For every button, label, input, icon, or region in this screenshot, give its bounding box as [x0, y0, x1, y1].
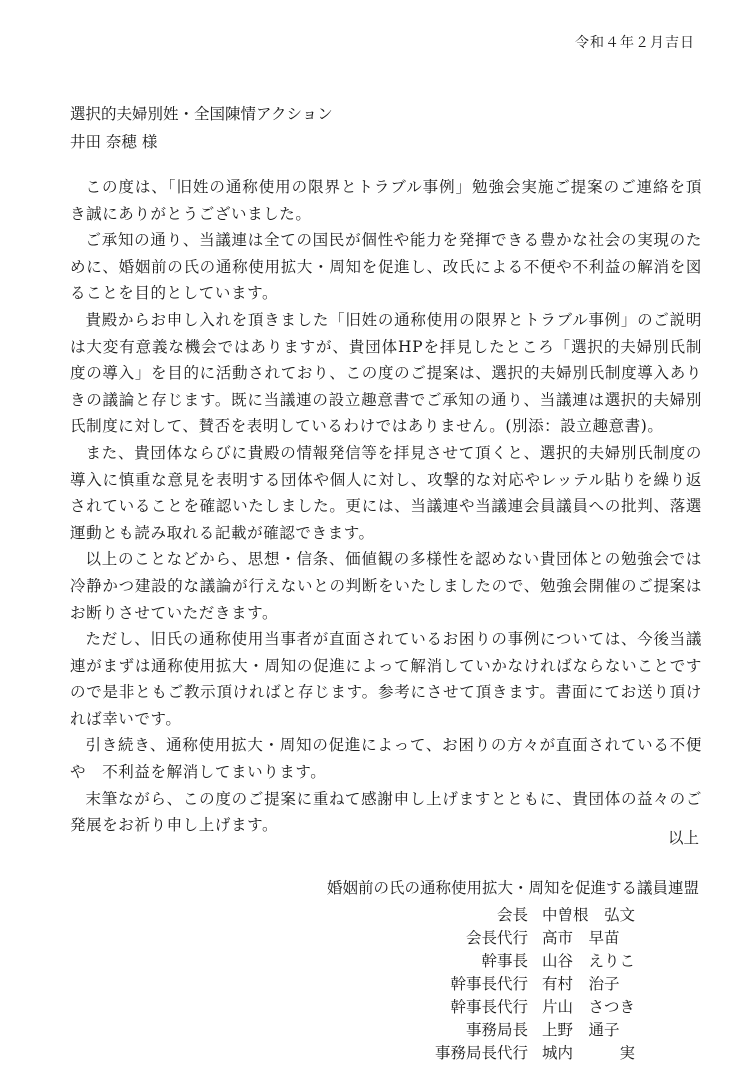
body-paragraph: 貴殿からお申し入れを頂きました「旧姓の通称使用の限界とトラブル事例」のご説明は大変有意義な機会ではありますが、貴団体HPを拝見したところ「選択的夫婦別氏制度の導入」を目的に活動されており、この度のご提案は、選択的夫婦別氏制度導入ありきの議論と存じます。既に当議連の設立趣意書でご承知の通り、当議連は選択的夫婦別氏制度に対して、賛否を表明しているわけではありません。(別添：設立趣意書)。	[70, 310, 702, 436]
member-row	[420, 1019, 700, 1042]
member-role: 会長	[496, 906, 528, 924]
member-row	[420, 996, 700, 1019]
member-role: 事務局長	[465, 1021, 528, 1039]
member-name: 城内 実	[542, 1044, 636, 1062]
member-row	[420, 904, 700, 927]
member-role: 幹事長	[481, 952, 528, 970]
member-role: 幹事長代行	[450, 975, 528, 993]
member-row	[420, 973, 700, 996]
body-paragraph: 以上のことなどから、思想・信条、価値観の多様性を認めない貴団体との勉強会では冷静かつ建設的な議論が行えないとの判断をいたしましたので、勉強会開催のご提案はお断りさせていただきます。	[70, 550, 702, 622]
member-name: 山谷 えりこ	[542, 952, 636, 970]
body-paragraph: ただし、旧氏の通称使用当事者が直面されているお困りの事例については、今後当議連がまずは通称使用拡大・周知の促進によって解消していかなければならないことですので是非ともご教示頂ければと存じます。参考にさせて頂きます。書面にてお送り頂ければ幸いです。	[70, 630, 702, 728]
body-paragraph: ご承知の通り、当議連は全ての国民が個性や能力を発揮できる豊かな社会の実現のために、婚姻前の氏の通称使用拡大・周知を促進し、改氏による不便や不利益の解消を図ることを目的としています。	[70, 231, 702, 303]
member-name: 片山 さつき	[542, 998, 636, 1016]
letter-date: 令和４年２月吉日	[575, 35, 695, 51]
member-name: 高市 早苗	[542, 929, 620, 947]
body-paragraph: 末筆ながら、この度のご提案に重ねて感謝申し上げますとともに、貴団体の益々のご発展をお祈り申し上げます。	[70, 789, 702, 835]
member-role: 会長代行	[465, 929, 528, 947]
member-row	[420, 927, 700, 950]
sender-organization: 婚姻前の氏の通称使用拡大・周知を促進する議員連盟	[326, 879, 699, 897]
recipient-person: 井田 奈穂 様	[70, 133, 158, 151]
member-row	[420, 1042, 700, 1065]
sender-members	[420, 904, 700, 1065]
member-role: 事務局長代行	[434, 1044, 528, 1062]
member-name: 中曽根 弘文	[542, 906, 636, 924]
recipient-organization: 選択的夫婦別姓・全国陳情アクション	[70, 105, 333, 123]
letter-body	[70, 174, 702, 839]
closing-word: 以上	[667, 829, 699, 847]
body-paragraph: 引き続き、通称使用拡大・周知の促進によって、お困りの方々が直面されている不便や 不利益を解消してまいります。	[70, 736, 702, 782]
member-row	[420, 950, 700, 973]
recipient-block	[70, 100, 333, 156]
member-role: 幹事長代行	[450, 998, 528, 1016]
member-name: 上野 通子	[542, 1021, 620, 1039]
body-paragraph: また、貴団体ならびに貴殿の情報発信等を拝見させて頂くと、選択的夫婦別氏制度の導入に慎重な意見を表明する団体や個人に対し、攻撃的な対応やレッテル貼りを繰り返されていることを確認いたしました。更には、当議連や当議連会員議員への批判、落選運動とも読み取れる記載が確認できます。	[70, 443, 702, 542]
member-name: 有村 治子	[542, 975, 620, 993]
body-paragraph: この度は、「旧姓の通称使用の限界とトラブル事例」勉強会実施ご提案のご連絡を頂き誠にありがとうございました。	[70, 178, 702, 223]
